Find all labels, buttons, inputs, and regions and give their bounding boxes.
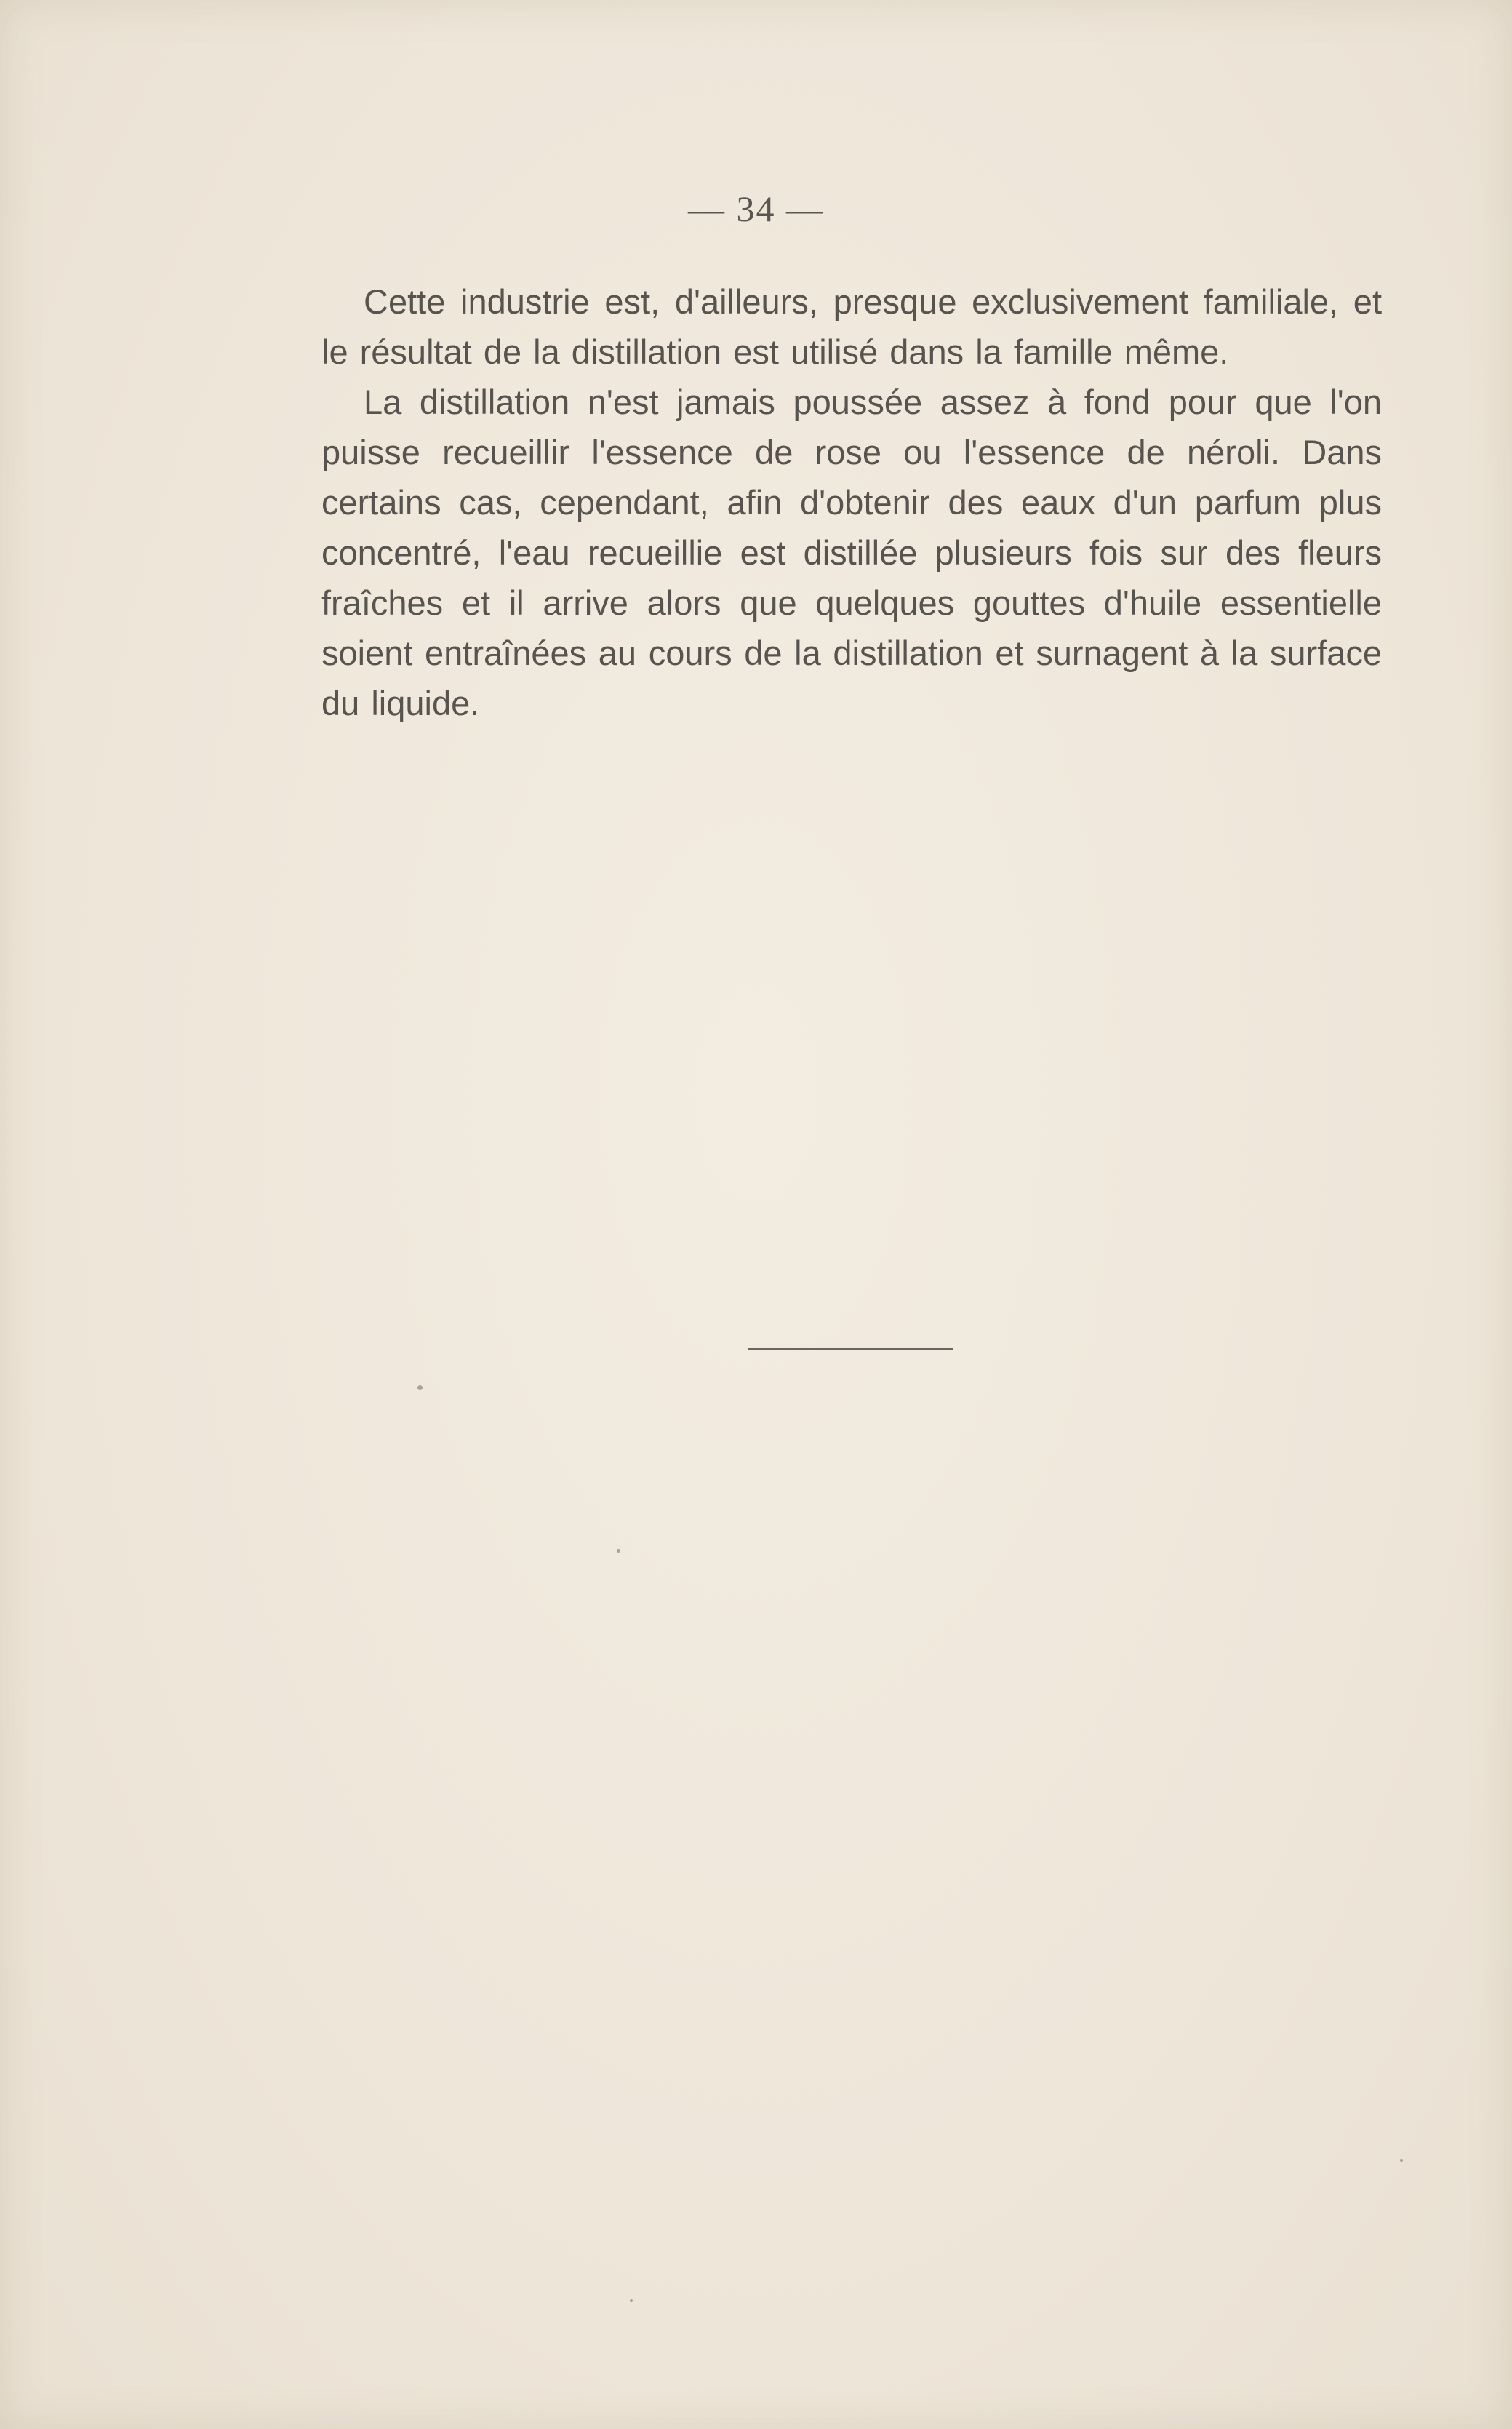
- paper-speck: [1400, 2159, 1403, 2162]
- page-number: — 34 —: [688, 188, 824, 229]
- paragraph: Cette industrie est, d'ailleurs, presque exclusivement familiale, et le résultat de la distillation est utilisé dans la famille même.: [321, 282, 1382, 371]
- body-text: [321, 276, 1382, 728]
- paper-speck: [617, 1549, 620, 1553]
- paper-speck: [417, 1385, 423, 1390]
- paper-speck: [630, 2299, 633, 2302]
- end-rule: [748, 1348, 953, 1350]
- paragraph: La distillation n'est jamais poussée assez à fond pour que l'on puisse recueillir l'essence de rose ou l'essence de néroli. Dans certains cas, cependant, afin d'obtenir des eaux d'un parfum plus concentré, l'eau recueillie est distillée plusieurs fois sur des fleurs fraîches et il arrive alors que quelques gouttes d'huile essentielle soient entraînées au cours de la distillation et surnagent à la surface du liquide.: [321, 383, 1382, 722]
